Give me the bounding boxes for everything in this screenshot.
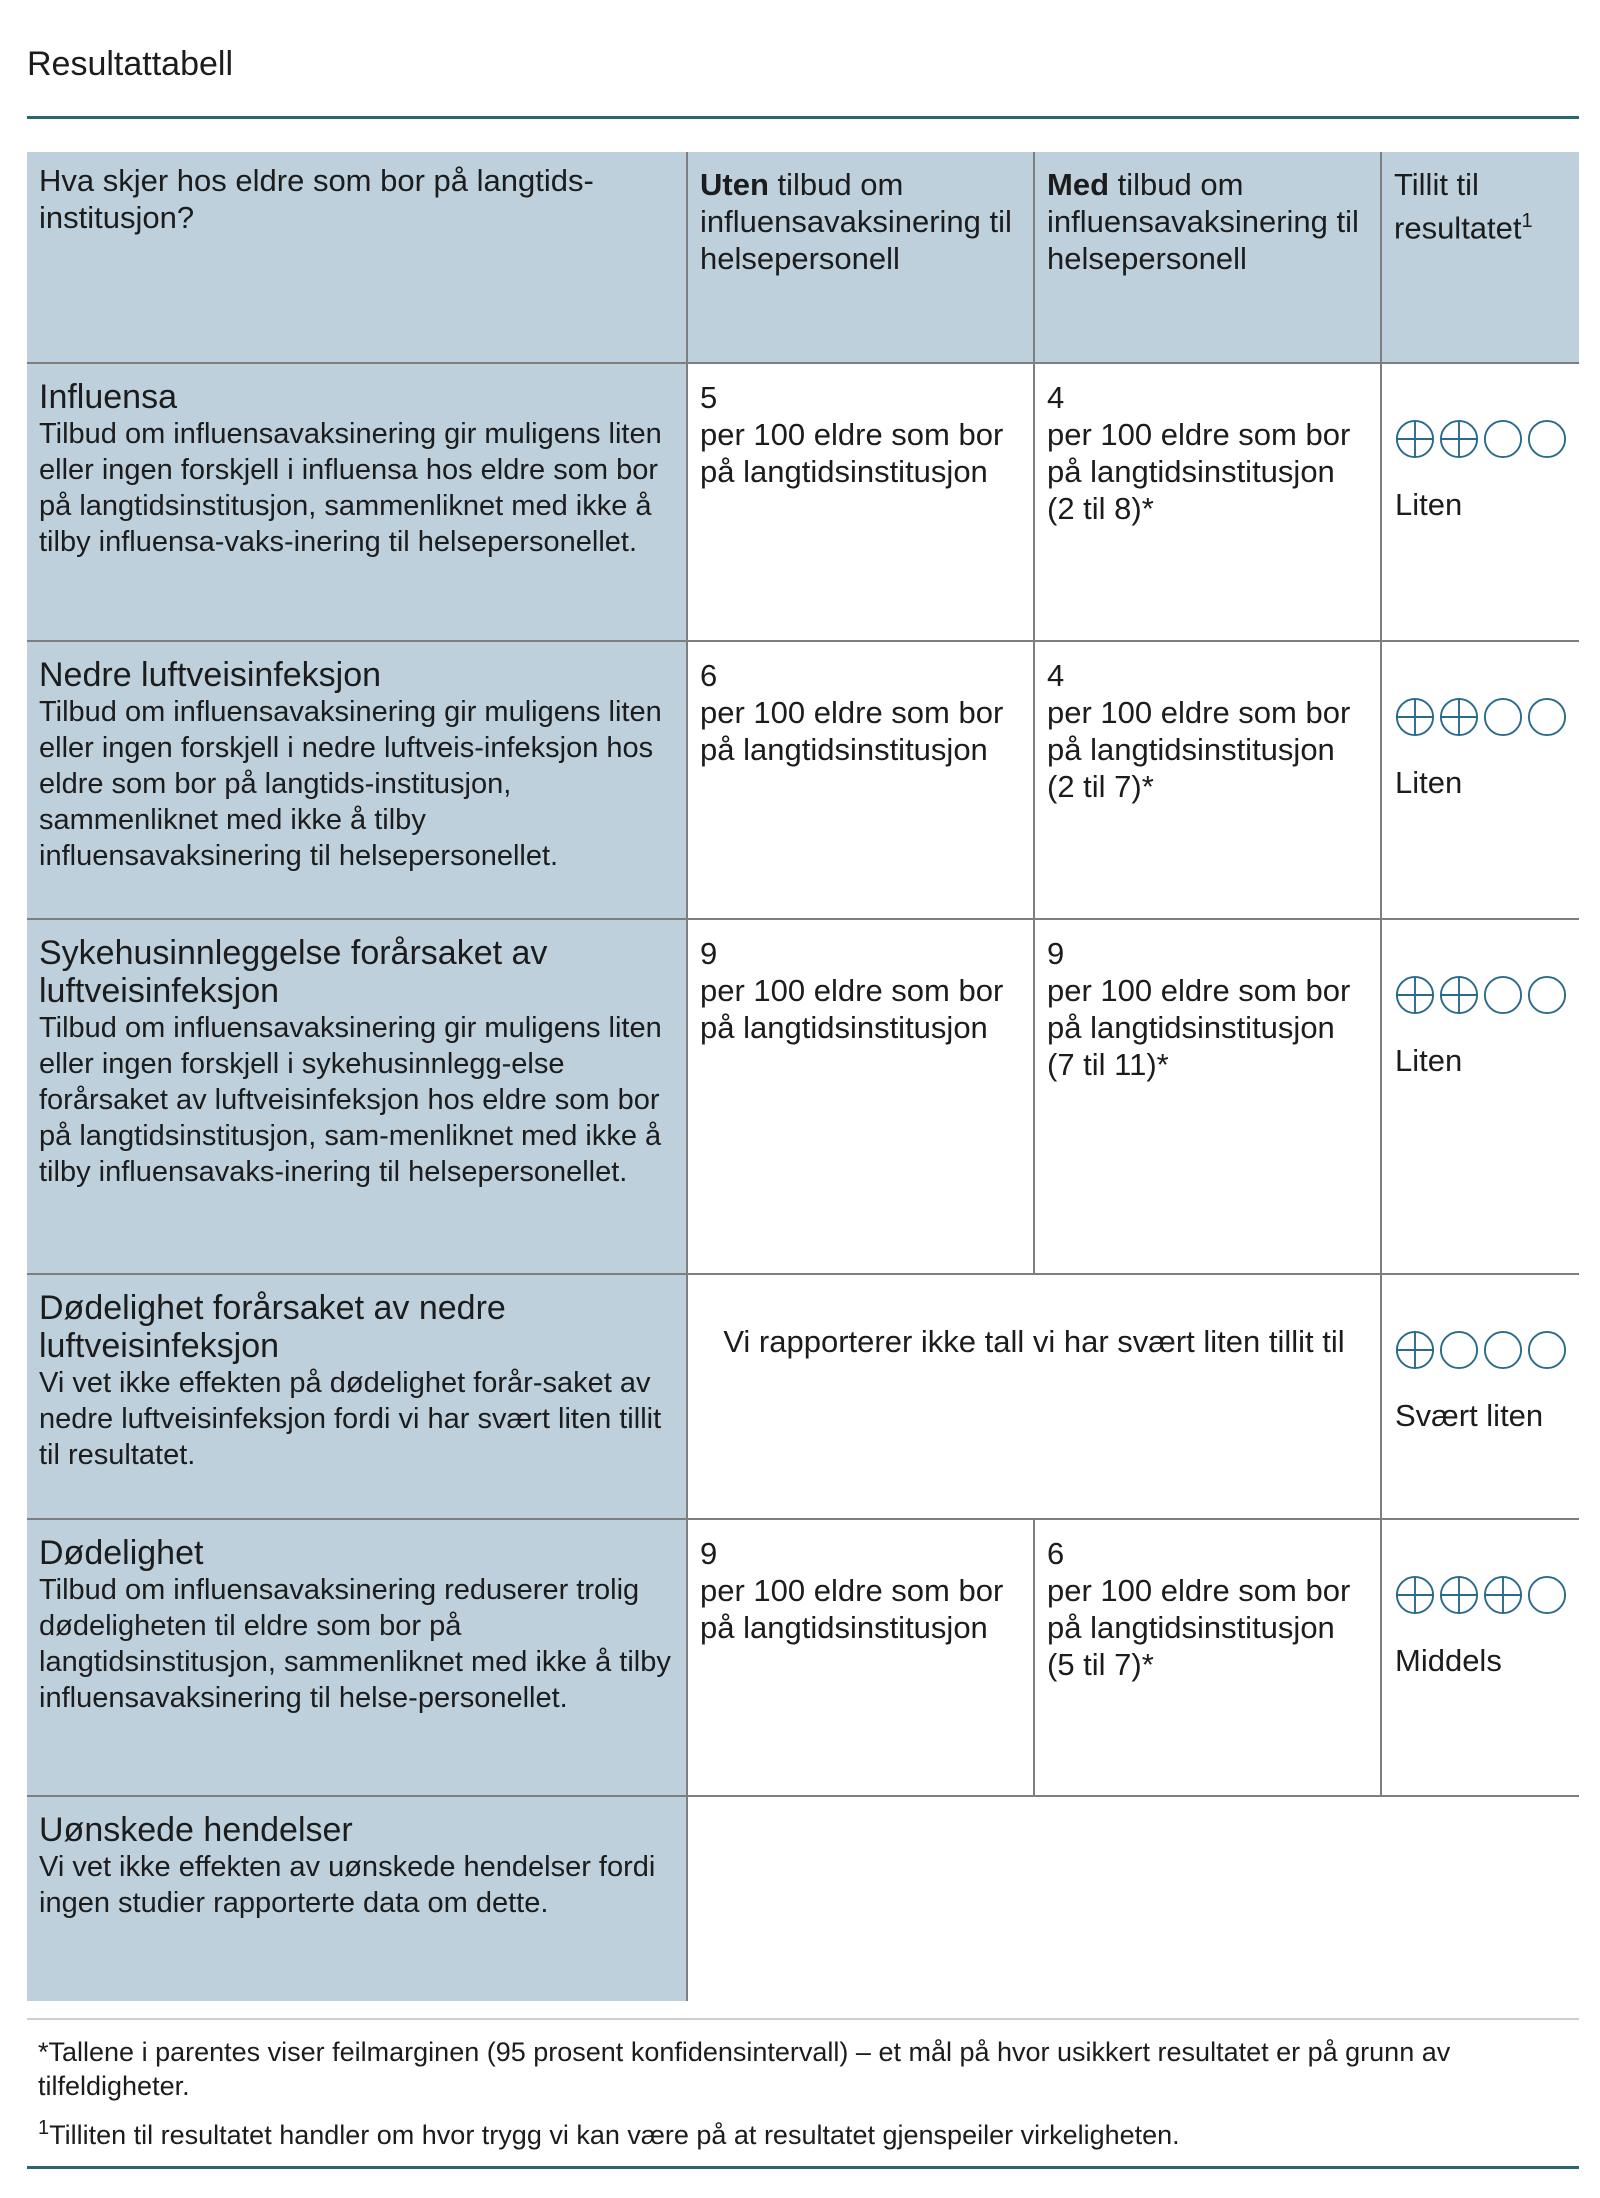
- without-value: 6: [700, 658, 718, 693]
- certainty-circle-empty-icon: [1483, 974, 1523, 1016]
- certainty-footnote-text: Tilliten til resultatet handler om hvor trygg vi kan være på at resultatet gjenspeiler virkeligheten.: [49, 2120, 1180, 2150]
- with-cell: [1034, 641, 1381, 919]
- certainty-footnote-sup: 1: [38, 2117, 50, 2139]
- certainty-circle-filled-icon: [1439, 974, 1479, 1016]
- header-row: [27, 152, 1579, 363]
- certainty-circle-empty-icon: [1483, 1329, 1523, 1371]
- certainty-rating: [1395, 418, 1567, 460]
- footnote-rule: [27, 2018, 1579, 2020]
- outcome-title: Dødelighet forårsaket av nedre luftveisinfeksjon: [39, 1289, 506, 1365]
- outcome-cell: [27, 641, 687, 919]
- outcome-title: Uønskede hendelser: [39, 1811, 353, 1849]
- certainty-cell: [1381, 1274, 1579, 1519]
- without-cell: [687, 641, 1034, 919]
- certainty-circle-filled-icon: [1483, 1574, 1523, 1616]
- results-table: [27, 152, 1579, 2001]
- with-value: 6: [1047, 1536, 1065, 1571]
- with-value: 4: [1047, 380, 1065, 415]
- outcome-cell: [27, 1796, 687, 2001]
- outcome-description: Tilbud om influensavaksinering gir muligens liten eller ingen forskjell i influensa hos eldre som bor på langtidsinstitusjon, sammenliknet med ikke å tilby influensa-vaks-inering til helsepersonellet.: [39, 418, 662, 558]
- col-certainty-label: Tillit til resultatet: [1394, 167, 1522, 246]
- table-row: [27, 919, 1579, 1274]
- with-text: per 100 eldre som bor på langtidsinstitusjon (5 til 7)*: [1047, 1573, 1351, 1682]
- table-row: [27, 363, 1579, 641]
- empty-cell: [687, 1796, 1579, 2001]
- without-value: 9: [700, 936, 718, 971]
- col-with-heading: [1034, 152, 1381, 363]
- certainty-cell: [1381, 919, 1579, 1274]
- outcome-cell: [27, 919, 687, 1274]
- certainty-label: Liten: [1395, 765, 1463, 800]
- col-without-rest: tilbud om influensavaksinering til helsepersonell: [700, 167, 1012, 276]
- certainty-circle-filled-icon: [1439, 1574, 1479, 1616]
- certainty-rating: [1395, 1329, 1567, 1371]
- table-row: [27, 641, 1579, 919]
- certainty-rating: [1395, 1574, 1567, 1616]
- certainty-cell: [1381, 1519, 1579, 1796]
- certainty-cell: [1381, 641, 1579, 919]
- outcome-description: Tilbud om influensavaksinering gir muligens liten eller ingen forskjell i sykehusinnlegg-else forårsaket av luftveisinfeksjon hos eldre som bor på langtidsinstitusjon, sam-menliknet med ikke å tilby influensavaks-inering til helsepersonellet.: [39, 1012, 662, 1188]
- certainty-circle-filled-icon: [1395, 418, 1435, 460]
- outcome-description: Vi vet ikke effekten på dødelighet forår-saket av nedre luftveisinfeksjon fordi vi har svært liten tillit til resultatet.: [39, 1367, 662, 1471]
- table-row: [27, 1796, 1579, 2001]
- with-cell: [1034, 363, 1381, 641]
- footnotes: [38, 2035, 1558, 2152]
- certainty-circle-filled-icon: [1395, 974, 1435, 1016]
- without-cell: [687, 919, 1034, 1274]
- with-text: per 100 eldre som bor på langtidsinstitusjon (2 til 8)*: [1047, 417, 1351, 526]
- certainty-cell: [1381, 363, 1579, 641]
- with-value: 9: [1047, 936, 1065, 971]
- with-value: 4: [1047, 658, 1065, 693]
- certainty-circle-empty-icon: [1527, 696, 1567, 738]
- outcome-cell: [27, 1519, 687, 1796]
- with-cell: [1034, 1519, 1381, 1796]
- certainty-circle-empty-icon: [1527, 418, 1567, 460]
- table-row: [27, 1274, 1579, 1519]
- outcome-title: Sykehusinnleggelse forårsaket av luftveisinfeksjon: [39, 934, 548, 1010]
- without-cell: [687, 363, 1034, 641]
- table-row: [27, 1519, 1579, 1796]
- outcome-description: Tilbud om influensavaksinering gir muligens liten eller ingen forskjell i nedre luftveis-infeksjon hos eldre som bor på langtids-institusjon, sammenliknet med ikke å tilby influensavaksinering til helsepersonellet.: [39, 696, 662, 872]
- with-cell: [1034, 919, 1381, 1274]
- with-text: per 100 eldre som bor på langtidsinstitusjon (2 til 7)*: [1047, 695, 1351, 804]
- page-title: Resultattabell: [27, 45, 234, 83]
- col-without-heading: [687, 152, 1034, 363]
- without-text: per 100 eldre som bor på langtidsinstitusjon: [700, 973, 1004, 1045]
- outcome-title: Dødelighet: [39, 1534, 204, 1572]
- without-text: per 100 eldre som bor på langtidsinstitusjon: [700, 1573, 1004, 1645]
- without-text: per 100 eldre som bor på langtidsinstitusjon: [700, 417, 1004, 489]
- certainty-label: Svært liten: [1395, 1398, 1544, 1433]
- ci-footnote: *Tallene i parentes viser feilmarginen (95 prosent konfidensintervall) – et mål på hvor usikkert resultatet er på grunn av tilfeldigheter.: [38, 2037, 1451, 2101]
- certainty-circle-empty-icon: [1527, 974, 1567, 1016]
- certainty-circle-empty-icon: [1527, 1574, 1567, 1616]
- outcome-title: Influensa: [39, 378, 177, 416]
- certainty-label: Liten: [1395, 487, 1463, 522]
- col-with-bold: Med: [1047, 167, 1109, 202]
- without-value: 5: [700, 380, 718, 415]
- col-without-bold: Uten: [700, 167, 769, 202]
- outcome-description: Vi vet ikke effekten av uønskede hendelser fordi ingen studier rapporterte data om dette.: [39, 1851, 656, 1919]
- top-rule: [27, 116, 1579, 119]
- certainty-circle-empty-icon: [1483, 696, 1523, 738]
- not-reported-note: Vi rapporterer ikke tall vi har svært liten tillit til: [687, 1274, 1381, 1519]
- certainty-footnote: [38, 2111, 1558, 2152]
- outcome-cell: [27, 363, 687, 641]
- col-certainty-sup: 1: [1521, 210, 1533, 232]
- col-with-rest: tilbud om influensavaksinering til helsepersonell: [1047, 167, 1359, 276]
- outcome-cell: [27, 1274, 687, 1519]
- certainty-circle-filled-icon: [1439, 418, 1479, 460]
- bottom-rule: [27, 2166, 1579, 2169]
- without-value: 9: [700, 1536, 718, 1571]
- question-heading: Hva skjer hos eldre som bor på langtids-institusjon?: [27, 152, 687, 363]
- certainty-circle-filled-icon: [1395, 1329, 1435, 1371]
- certainty-circle-empty-icon: [1527, 1329, 1567, 1371]
- certainty-label: Liten: [1395, 1043, 1463, 1078]
- without-text: per 100 eldre som bor på langtidsinstitusjon: [700, 695, 1004, 767]
- certainty-circle-filled-icon: [1395, 696, 1435, 738]
- certainty-circle-empty-icon: [1483, 418, 1523, 460]
- without-cell: [687, 1519, 1034, 1796]
- certainty-circle-filled-icon: [1439, 696, 1479, 738]
- outcome-title: Nedre luftveisinfeksjon: [39, 656, 382, 694]
- col-certainty-heading: [1381, 152, 1579, 363]
- certainty-rating: [1395, 974, 1567, 1016]
- certainty-rating: [1395, 696, 1567, 738]
- certainty-label: Middels: [1395, 1643, 1502, 1678]
- certainty-circle-filled-icon: [1395, 1574, 1435, 1616]
- certainty-circle-empty-icon: [1439, 1329, 1479, 1371]
- with-text: per 100 eldre som bor på langtidsinstitusjon (7 til 11)*: [1047, 973, 1351, 1082]
- outcome-description: Tilbud om influensavaksinering reduserer trolig dødeligheten til eldre som bor på langtidsinstitusjon, sammenliknet med ikke å tilby influensavaksinering til helse-personellet.: [39, 1574, 671, 1714]
